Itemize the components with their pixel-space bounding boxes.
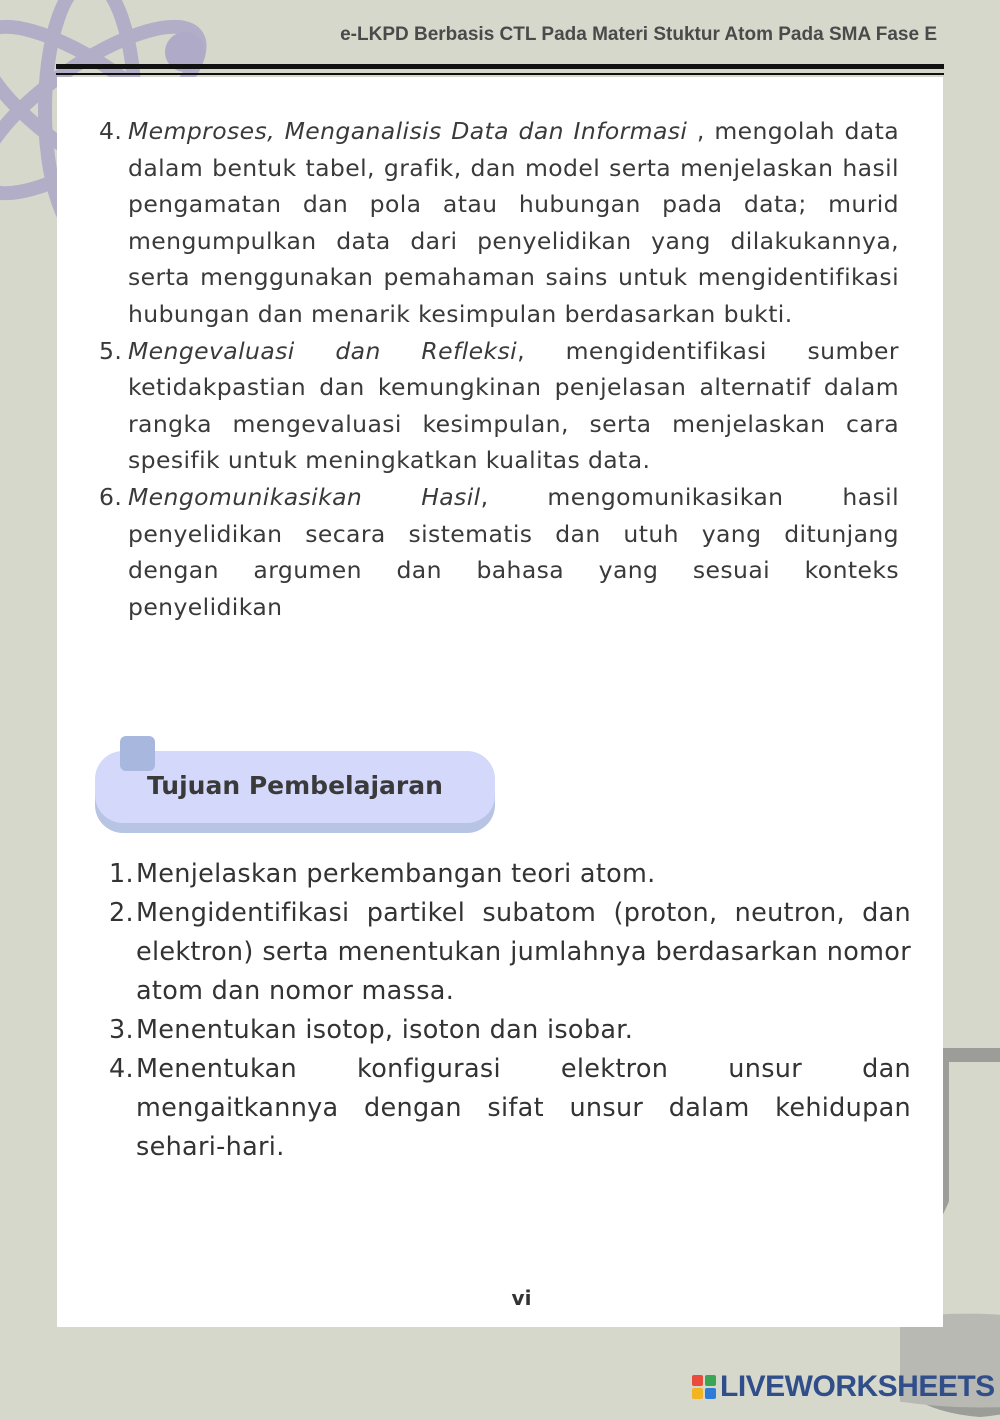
objective-text: Menjelaskan perkembangan teori atom. — [136, 859, 656, 889]
header-rule-thin — [56, 73, 944, 75]
step-number: 6. — [99, 482, 123, 511]
section-heading-badge — [95, 751, 495, 829]
objective-number: 1. — [109, 859, 134, 889]
step-item — [99, 113, 899, 333]
objective-item — [109, 855, 911, 894]
step-title: Mengomunikasikan Hasil — [128, 482, 481, 511]
objective-list — [109, 855, 911, 1167]
step-item — [99, 479, 899, 625]
objective-number: 2. — [109, 898, 134, 928]
liveworksheets-grid-icon — [692, 1375, 716, 1399]
step-title: Memproses, Menganalisis Data dan Informasi — [128, 117, 688, 145]
step-text: , mengidentifikasi sumber ketidakpastian dan kemungkinan penjelasan alternatif dalam rangka mengevaluasi kesimpulan, serta menjelaskan cara spesifik untuk meningkatkan kualitas data. — [128, 336, 899, 475]
objective-item — [109, 1050, 911, 1167]
header-title: e-LKPD Berbasis CTL Pada Materi Stuktur Atom Pada SMA Fase E — [340, 24, 937, 45]
step-number: 4. — [99, 117, 123, 145]
header-rule — [56, 64, 944, 69]
objective-text: Menentukan isotop, isoton dan isobar. — [136, 1015, 634, 1045]
objective-item — [109, 1011, 911, 1050]
step-text: , mengolah data dalam bentuk tabel, grafik, dan model serta menjelaskan hasil pengamatan dan pola atau hubungan pada data; murid mengumpulkan data dari penyelidikan yang dilakukannya, serta menggunakan pemahaman sains untuk mengidentifikasi hubungan dan menarik kesimpulan berdasarkan bukti. — [128, 117, 900, 328]
step-list — [99, 113, 899, 625]
objective-number: 4. — [109, 1054, 134, 1084]
step-number: 5. — [99, 336, 123, 365]
brand-name: LIVEWORKSHEETS — [720, 1370, 995, 1403]
step-title: Mengevaluasi dan Refleksi — [128, 336, 518, 365]
step-text: , mengomunikasikan hasil penyelidikan secara sistematis dan utuh yang ditunjang dengan argumen dan bahasa yang sesuai konteks penyelidikan — [128, 482, 899, 621]
objective-number: 3. — [109, 1015, 134, 1045]
liveworksheets-logo[interactable] — [692, 1370, 995, 1404]
section-heading: Tujuan Pembelajaran — [147, 771, 443, 800]
content-card — [57, 77, 943, 1327]
step-item — [99, 333, 899, 479]
objective-text: Menentukan konfigurasi elektron unsur dan mengaitkannya dengan sifat unsur dalam kehidupan sehari-hari. — [136, 1054, 911, 1162]
objective-item — [109, 894, 911, 1011]
objective-text: Mengidentifikasi partikel subatom (proton, neutron, dan elektron) serta menentukan jumlahnya berdasarkan nomor atom dan nomor massa. — [136, 898, 911, 1006]
badge-tab — [120, 736, 155, 771]
page-number: vi — [511, 1286, 532, 1310]
